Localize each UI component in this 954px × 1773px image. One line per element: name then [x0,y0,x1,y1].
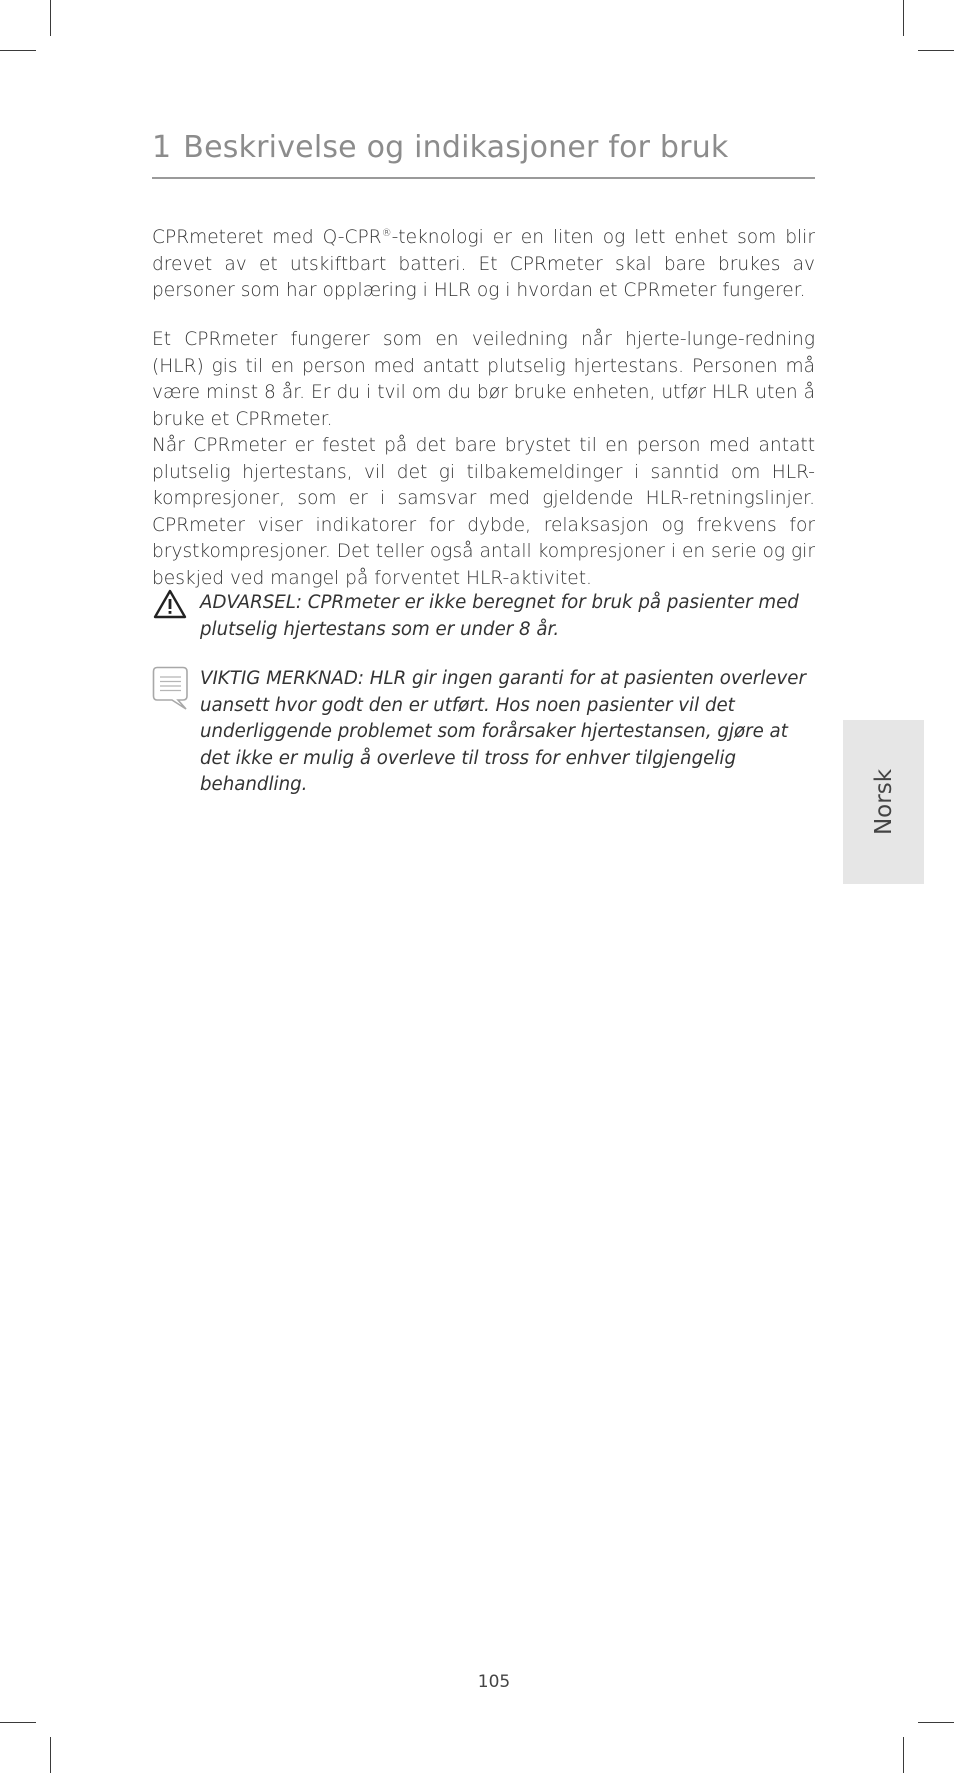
section-title: Beskrivelse og indikasjoner for bruk [183,130,729,165]
paragraph-feedback: Når CPRmeter er festet på det bare brystet til en person med antatt plutselig hjertestans, vil det gi tilbakemeldinger i sanntid om HLR-kompresjoner, som er i samsvar med gjeldende HLR-retningslinjer. CPRmeter viser indikatorer for dybde, relaksasjon og frekvens for brystkompresjoner. Det teller også antall kompresjoner i en serie og gir beskjed ved mangel på forventet HLR-aktivitet. [152,435,815,589]
paragraph-intro [152,221,815,305]
crop-mark [50,0,51,36]
language-side-tab [843,720,924,884]
section-number: 1 [152,130,172,165]
section-heading [152,130,815,165]
crop-mark [0,1722,36,1723]
paragraph-intro-text: CPRmeteret med Q-CPR [152,227,382,248]
paragraph-intro-text-cont: -teknologi er en liten og lett enhet som blir drevet av et utskiftbart batteri. Et CPRmeter skal bare brukes av personer som har opplæring i HLR og i hvordan et CPRmeter fungerer. [152,227,815,301]
crop-mark [50,1737,51,1773]
page-number: 105 [477,1672,511,1692]
paragraph-usage: Et CPRmeter fungerer som en veiledning når hjerte-lunge-redning (HLR) gis til en person med antatt plutselig hjertestans. Personen må være minst 8 år. Er du i tvil om du bør bruke enheten, utfør HLR uten å bruke et CPRmeter. [152,329,815,430]
crop-mark [903,0,904,36]
warning-triangle-icon [153,589,187,623]
crop-mark [918,1722,954,1723]
crop-mark [0,50,36,51]
crop-mark [903,1737,904,1773]
warning-text: ADVARSEL: CPRmeter er ikke beregnet for bruk på pasienter med plutselig hjertestans som er under 8 år. [200,592,799,640]
note-speech-bubble-icon [152,666,190,716]
note-text: VIKTIG MERKNAD: HLR gir ingen garanti for at pasienten overlever uansett hvor godt den er utført. Hos noen pasienter vil det underliggende problemet som forårsaker hjertestansen, gjøre at det ikke er mulig å overleve til tross for enhver tilgjengelig behandling. [200,668,806,795]
heading-rule [152,177,815,179]
language-label: Norsk [870,768,897,836]
crop-mark [918,50,954,51]
registered-mark: ® [381,228,392,239]
